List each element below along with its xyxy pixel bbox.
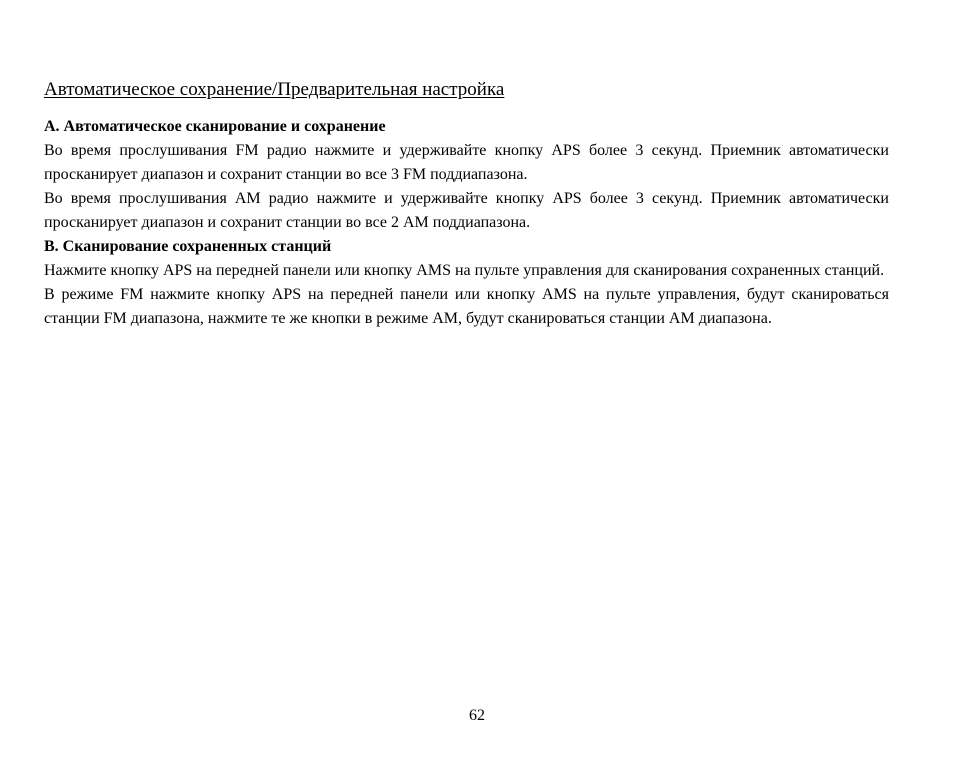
page-number: 62 [469,707,485,724]
paragraph-fm-am-scan: В режиме FM нажмите кнопку APS на передней панели или кнопку AMS на пульте управления, будут сканироваться станции FM диапазона, нажмите те же кнопки в режиме AM, будут сканироваться станции AM диапазона. [44,286,889,327]
section-auto-scan [44,115,889,235]
section-scan-stored [44,235,889,331]
section-title-auto-scan: A. Автоматическое сканирование и сохранение [44,118,386,135]
paragraph-fm-auto-store: Во время прослушивания FM радио нажмите и удерживайте кнопку APS более 3 секунд. Приемник автоматически просканирует диапазон и сохранит станции во все 3 FM поддиапазона. [44,142,889,183]
paragraph-scan-stored: Нажмите кнопку APS на передней панели или кнопку AMS на пульте управления для сканирования сохраненных станций. [44,262,885,279]
page-heading: Автоматическое сохранение/Предварительная настройка [44,79,505,100]
section-title-scan-stored: B. Сканирование сохраненных станций [44,238,332,255]
document-page [44,78,889,331]
paragraph-am-auto-store: Во время прослушивания AM радио нажмите и удерживайте кнопку APS более 3 секунд. Приемник автоматически просканирует диапазон и сохранит станции во все 2 AM поддиапазона. [44,190,889,231]
